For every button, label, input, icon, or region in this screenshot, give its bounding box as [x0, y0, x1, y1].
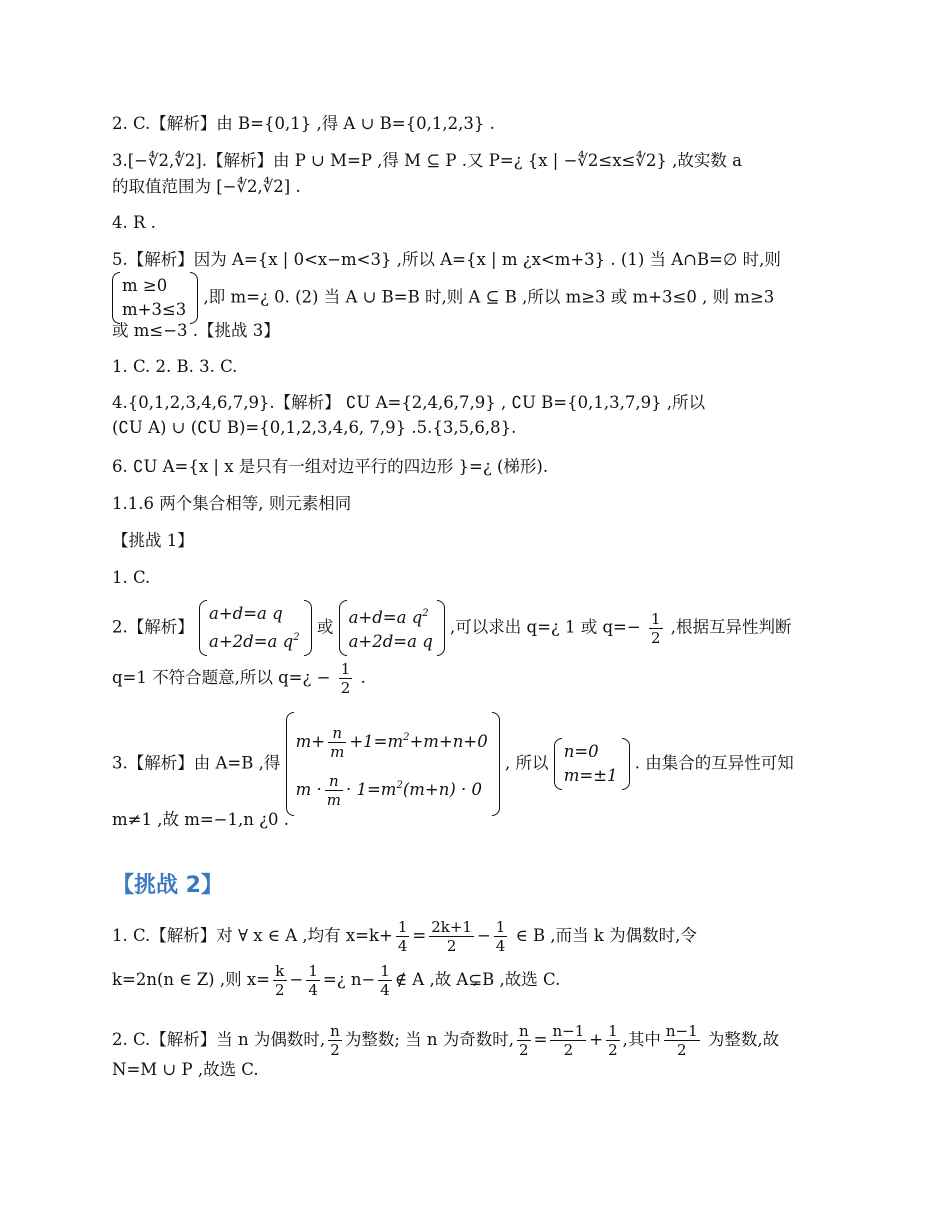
- q2-sysB-row2: a+2d=a q: [348, 632, 433, 651]
- q2-fraction: $\frac{1}{2}$: [650, 609, 661, 647]
- q2-middle: ,可以求出 q=¿ 1 或 q=−: [450, 617, 641, 637]
- q2-sysA-row2: a+2d=a q: [209, 632, 294, 651]
- challenge-1-answer-2-cont: [112, 660, 366, 697]
- system-row-1: m ≥0: [122, 276, 168, 295]
- q2-prefix: 2.【解析】: [112, 617, 194, 637]
- q2-sysA-row1: a+d=a q: [209, 604, 283, 623]
- q2-line2-end: .: [360, 668, 366, 687]
- challenge-2-answer-2-cont: N=M ∪ P ,故选 C.: [112, 1060, 259, 1079]
- q3-prefix: 3.【解析】由 A=B ,得: [112, 753, 281, 773]
- section-title-116: 1.1.6 两个集合相等, 则元素相同: [112, 494, 352, 513]
- q2-fraction-2: $\frac{1}{2}$: [340, 660, 351, 697]
- answer-line-challenge3: 1. C. 2. B. 3. C.: [112, 357, 238, 376]
- challenge-2-answer-1-cont: k=2n(n ∈ Z) ,则 x= $\frac{k}{2}$ − $\frac{1}{4}$ =¿ n− $\frac{1}{4}$ ∉ A ,故 A⊊B ,故选 C.: [112, 962, 561, 999]
- answer-line-3-cont: 的取值范围为 [−∜2,∜2] .: [112, 177, 301, 196]
- inequality-system: [112, 272, 198, 324]
- q2-sysA-sup: 2: [293, 632, 300, 643]
- answer-line-5-end: 或 m≤−3 .【挑战 3】: [112, 321, 280, 340]
- challenge-2-heading: 【挑战 2】: [112, 873, 223, 898]
- q2-tail: ,根据互异性判断: [670, 617, 792, 637]
- challenge-1-answer-3-cont: m≠1 ,故 m=−1,n ¿0 .: [112, 810, 289, 829]
- answer-line-3: 3.[−∜2,∜2].【解析】由 P ∪ M=P ,得 M ⊆ P .又 P=¿ {x | −∜2≤x≤∜2} ,故实数 a: [112, 151, 742, 170]
- q3-system: m+ $\frac{n}{m}$ $+1=m^2+m+n+0$ m · $\frac{n}{m}$ · $1=m^2(m+n) \cdot 0$: [286, 712, 500, 816]
- q2-sysB-sup: 2: [422, 608, 429, 619]
- q2-or: 或: [316, 617, 334, 637]
- system-row-2: m+3≤3: [122, 300, 187, 319]
- answer-line-4b: 4.{0,1,2,3,4,6,7,9}.【解析】 ∁U A={2,4,6,7,9} , ∁U B={0,1,3,7,9} ,所以: [112, 393, 706, 412]
- q3-tail: . 由集合的互异性可知: [634, 753, 794, 773]
- q2-system-a: [199, 600, 312, 656]
- q2-line2: q=1 不符合题意,所以 q=¿ −: [112, 668, 331, 687]
- answer-line-5-system: [112, 272, 774, 324]
- challenge-2-answer-1: 1. C.【解析】对 ∀ x ∈ A ,均有 x=k+ $\frac{1}{4}$ = $\frac{2k+1}{2}$ − $\frac{1}{4}$ ∈ B ,而当 k 为偶数时,令: [112, 918, 697, 955]
- answer-line-2: 2. C.【解析】由 B={0,1} ,得 A ∪ B={0,1,2,3} .: [112, 114, 495, 133]
- system-continuation: ,即 m=¿ 0. (2) 当 A ∪ B=B 时,则 A ⊆ B ,所以 m≥3 或 m+3≤0 , 则 m≥3: [203, 287, 775, 307]
- challenge-2-answer-2: 2. C.【解析】当 n 为偶数时, $\frac{n}{2}$ 为整数; 当 n 为奇数时, $\frac{n}{2}$ = $\frac{n-1}{2}$ + $\frac{1}{2}$ ,其中 $\frac{n-1}{2}$ 为整数,故: [112, 1022, 780, 1059]
- challenge-1-answer-3: [112, 712, 794, 816]
- answer-line-6: 6. ∁U A={x | x 是只有一组对边平行的四边形 }=¿ (梯形).: [112, 457, 549, 476]
- q2-system-b: [339, 600, 445, 656]
- answer-line-4: 4. R .: [112, 213, 156, 232]
- q3-middle: , 所以: [504, 753, 549, 773]
- answer-line-4b-cont: (∁U A) ∪ (∁U B)={0,1,2,3,4,6, 7,9} .5.{3,5,6,8}.: [112, 418, 517, 437]
- challenge-1-answer-2: [112, 600, 792, 656]
- q2-sysB-row1: a+d=a q: [348, 608, 423, 627]
- challenge-1-answer-1: 1. C.: [112, 568, 151, 587]
- challenge-1-label: 【挑战 1】: [112, 531, 194, 550]
- answer-line-5: 5.【解析】因为 A={x | 0<x−m<3} ,所以 A={x | m ¿x<m+3} . (1) 当 A∩B=∅ 时,则: [112, 250, 781, 269]
- q3-solution-system: n=0 m=±1: [554, 738, 630, 790]
